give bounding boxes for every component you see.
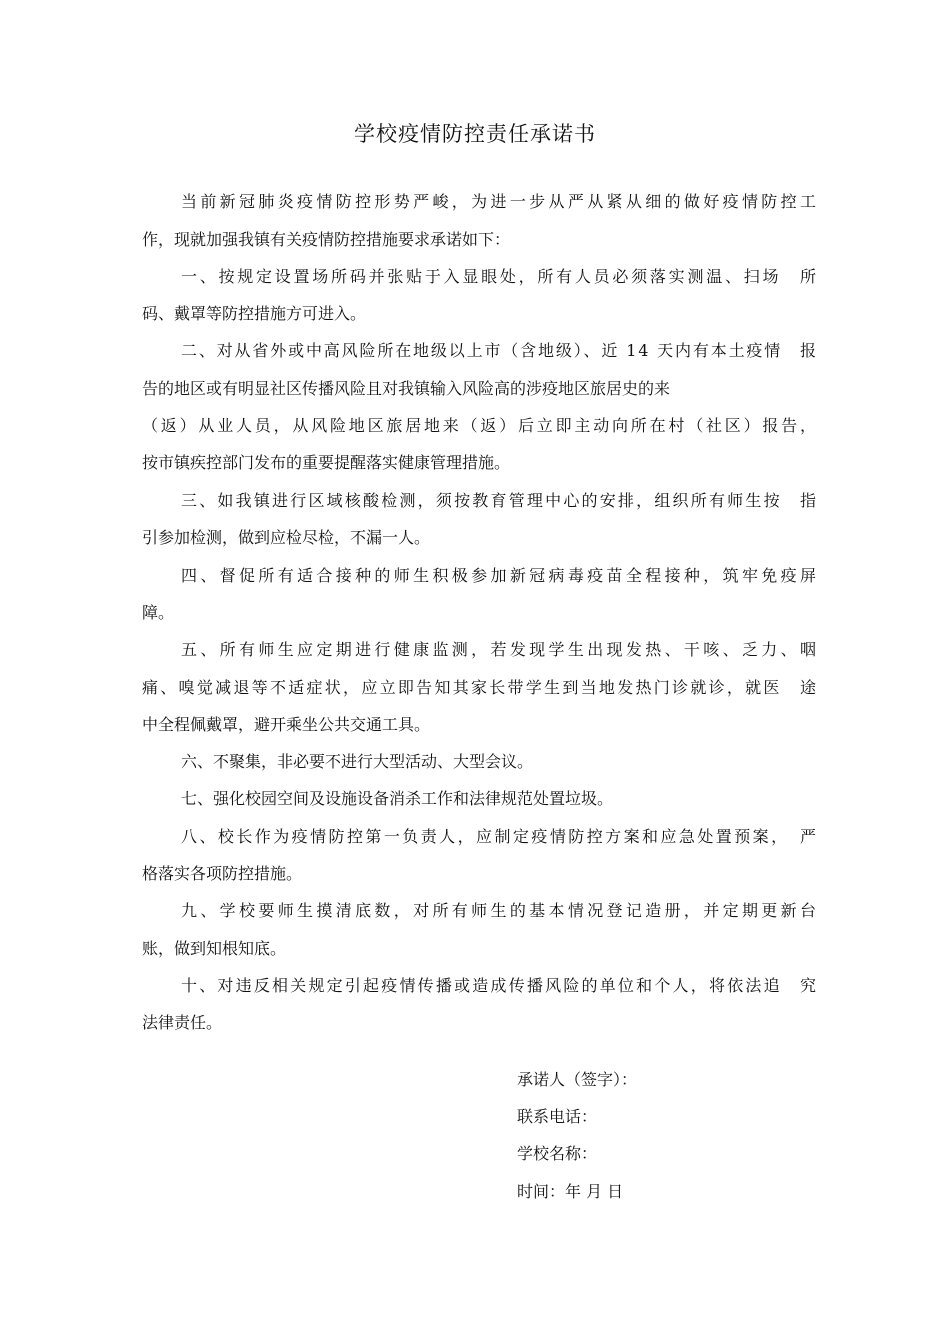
clause-1-line-1: 一、按规定设置场所码并张贴于入显眼处，所有人员必须落实测温、扫场 所 [181,267,819,286]
clause-8-line-2: 格落实各项防控措施。 [142,864,303,883]
document-title: 学校疫情防控责任承诺书 [354,122,596,146]
clause-3-line-2: 引参加检测，做到应检尽检，不漏一人。 [142,528,431,547]
clause-8-line-1: 八、校长作为疫情防控第一负责人，应制定疫情防控方案和应急处置预案， 严 [181,827,819,846]
clause-1-line-2: 码、戴罩等防控措施方可进入。 [142,304,367,323]
clause-7-line-1: 七、强化校园空间及设施设备消杀工作和法律规范处置垃圾。 [181,789,614,808]
clause-5-line-3: 中全程佩戴罩，避开乘坐公共交通工具。 [142,715,431,734]
paragraph-intro-line-2: 作，现就加强我镇有关疫情防控措施要求承诺如下： [142,230,511,249]
clause-10-line-1: 十、对违反相关规定引起疫情传播或造成传播风险的单位和个人，将依法追 究 [181,976,819,995]
phone-label: 联系电话： [517,1107,598,1126]
school-name-label: 学校名称： [517,1144,598,1163]
paragraph-intro-line-1: 当前新冠肺炎疫情防控形势严峻，为进一步从严从紧从细的做好疫情防控工 [181,192,820,211]
clause-2-line-2: 告的地区或有明显社区传播风险且对我镇输入风险高的涉疫地区旅居史的来 [142,379,671,398]
clause-10-line-2: 法律责任。 [142,1013,223,1032]
clause-5-line-1: 五、所有师生应定期进行健康监测，若发现学生出现发热、干咳、乏力、咽 [181,640,820,659]
date-label: 时间：年 月 日 [517,1182,624,1201]
clause-9-line-1: 九、学校要师生摸清底数，对所有师生的基本情况登记造册，并定期更新台 [181,901,820,920]
clause-4-line-2: 障。 [142,603,175,622]
clause-4-line-1: 四、督促所有适合接种的师生积极参加新冠病毒疫苗全程接种，筑牢免疫屏 [181,566,820,585]
signer-label: 承诺人（签字）： [517,1070,638,1089]
clause-2-line-4: 按市镇疾控部门发布的重要提醒落实健康管理措施。 [142,453,511,472]
clause-2-line-1: 二、对从省外或中高风险所在地级以上市（含地级）、近 14 天内有本土疫情 报 [181,341,818,360]
clause-3-line-1: 三、如我镇进行区域核酸检测，须按教育管理中心的安排，组织所有师生按 指 [181,491,819,510]
clause-5-line-2: 痛、嗅觉减退等不适症状，应立即告知其家长带学生到当地发热门诊就诊，就医 途 [142,678,819,697]
clause-6-line-1: 六、不聚集，非必要不进行大型活动、大型会议。 [181,752,534,771]
clause-2-line-3: （返）从业人员，从风险地区旅居地来（返）后立即主动向所在村（社区）报告， [142,416,819,435]
clause-9-line-2: 账，做到知根知底。 [142,939,287,958]
